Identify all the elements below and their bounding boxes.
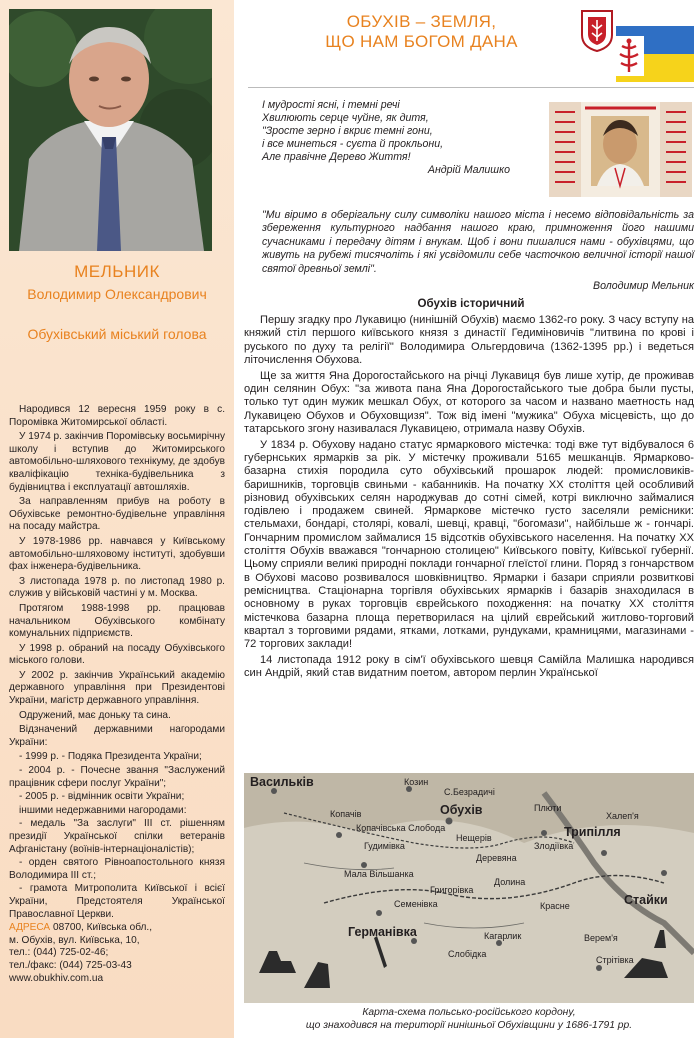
poem-line: І мудрості ясні, і темні речі	[262, 99, 400, 111]
map-label: Мала Вільшанка	[344, 869, 414, 879]
map-label: Кагарлик	[484, 931, 522, 941]
contact-line: тел.: (044) 725-02-46;	[9, 947, 109, 959]
award-item: - орден святого Рівноапостольного князя Володимира III ст.;	[9, 857, 225, 881]
poem-line: і все минеться - суєта й прокльони,	[262, 138, 444, 150]
bio-paragraph: Протягом 1988-1998 рр. працював начальником Обухівського комбінату комунальних підприємств.	[9, 602, 225, 640]
article-body	[244, 314, 694, 683]
contact-block	[9, 922, 225, 985]
city-coat-of-arms-icon	[580, 9, 614, 58]
map-label: Долина	[494, 877, 526, 887]
map-label: Копачівська Слобода	[356, 823, 446, 833]
bio-paragraph: У 1974 р. закінчив Поромівську восьмирічну школу і вступив до Житомирського автомобільно-шляхового технікуму, де здобув кваліфікацію техніка-будівельника з будівництва і експлуатації автошляхів.	[9, 431, 225, 493]
title-line-2: ЩО НАМ БОГОМ ДАНА	[325, 32, 518, 51]
bio-paragraph: За направленням прибув на роботу в Обухівське ремонтно-будівельне управління на посаду майстра.	[9, 496, 225, 533]
award-item: - грамота Митрополита Київської і всієї України, Предстоятеля Української Православної Церкви.	[9, 883, 225, 920]
map-label: Красне	[540, 901, 570, 911]
historical-map	[244, 773, 694, 1003]
map-label: Плюти	[534, 803, 562, 813]
tree-of-life-emblem-icon	[614, 36, 644, 81]
map-label: Стрітівка	[596, 955, 634, 965]
map-label: Стайки	[624, 893, 668, 907]
profile-sidebar	[0, 0, 234, 1038]
map-label: Германівка	[348, 925, 417, 939]
bio-paragraph: Народився 12 вересня 1959 року в с. Поромівка Житомирської області.	[9, 404, 225, 428]
person-surname: МЕЛЬНИК	[74, 262, 160, 281]
awards-list	[9, 751, 225, 921]
award-item: - 2005 р. - відмінник освіти України;	[19, 791, 185, 803]
map-label: Козин	[404, 777, 429, 787]
article-paragraph: Ще за життя Яна Дорогостайського на річці Лукавиця був лише хутір, де проживав один селянин Обух: "за живота пана Яна Дорогостайського тые добра были пусты, только тут один мужик мешкал Обух, от которого за часом и названо маетность над Лукавицею Обухов и Обуховщизя". Тож від імені "мужика" Обуха місцевість, що до татарського згону називалася Лукавицею, отримала назву Обухів.	[244, 369, 694, 435]
map-label: Обухів	[440, 803, 483, 817]
article-paragraph: Першу згадку про Лукавицю (нинішній Обухів) маємо 1362-го року. З часу вступу на княжий стіл першого київського князя з династії Гедиміновичів "литвина по крові і руського по духу та релігії" Володимира Ольгердовича (1362-1395 рр.) і ведеться літочислення Обухова.	[244, 314, 694, 366]
mayor-quote: "Ми віримо в оберігальну силу символіки нашого міста і несемо відповідальність за збереження культурного надбання нашого краю, примноження його нашими сучасниками і передачу дітям і внукам. Щоб і вони пишалися нами - обухівцями, що живуть на рубежі тисячоліть і які усвідомили себе часточкою величної історії нашої святої древньої землі".	[262, 209, 694, 275]
map-label: С.Безрадичі	[444, 787, 495, 797]
map-label: Гудимівка	[364, 841, 405, 851]
map-label: Верем'я	[584, 933, 618, 943]
map-label: Васильків	[250, 775, 314, 789]
caption-line: Карта-схема польсько-російського кордону,	[362, 1007, 576, 1018]
award-item: - 2004 р. - Почесне звання "Заслужений працівник сфери послуг України";	[9, 765, 225, 789]
person-fullname: Володимир Олександрович	[27, 286, 207, 302]
bio-paragraph: З листопада 1978 р. по листопад 1980 р. служив у військовій частині у м. Москва.	[9, 575, 225, 600]
map-label: Трипілля	[564, 825, 621, 839]
title-line-1: ОБУХІВ – ЗЕМЛЯ,	[346, 12, 497, 31]
bio-paragraph: Відзначений державними нагородами України:	[9, 724, 225, 748]
map-label: Деревяна	[476, 853, 517, 863]
poem-line: "Зросте зерно і вкриє темні гони,	[262, 125, 433, 137]
map-label: Нещерів	[456, 833, 492, 843]
poem-epigraph	[262, 99, 532, 177]
article-heading: Обухів історичний	[417, 297, 525, 310]
page-title	[254, 12, 589, 52]
award-item: - 1999 р. - Подяка Президента України;	[19, 751, 202, 763]
portrait-photo	[9, 9, 212, 251]
map-label: Слобідка	[448, 949, 487, 959]
article-paragraph: У 1834 р. Обухову надано статус ярмаркового містечка: тоді вже тут відбувалося 6 губернських ярмарків за рік. У містечку проживали 5165 мешканців. Ярмарково-базарна стихія породила суто обухівський прошарок людей: промисловиків-баришників, торговців свиньми - кабанників. На початку XX століття цей особливий різновид обухівських селян народжував до сотні сімей, котрі виключно займалися годівлею і продажем свиней. Ярмаркове містечко густо заселяли ремісники: стельмахи, бондарі, столярі, ковалі, шевці, кравці, "богомази", найбільше ж - гончарі. Гончарним промислом займалися 15 відсотків обухівського населення. На початку XX століття Обухів вважався "гончарною столицею" Київського повіту, Київської губернії. Цьому сприяли великі природні поклади гончарної глеїстої глини. Поряд з гончарством в Обухові масово розвивалося шовківництво. Ярмарки і базари сприяли розвиткові ремісництва. Стаціонарна торгівля обухівських ярмарків і базарів знаходилася в основному в руках торговців єврейського походження: на початку XX століття містечкова базарна площа перетворилася на цілий єврейський житлово-торговий квартал з торговими рядами, ятками, лотками, рундуками, крамницями, магазинами - 72 торгових заклади!	[244, 438, 694, 651]
caption-line: що знаходився на території нинішньої Обухівщини у 1686-1791 рр.	[305, 1020, 633, 1031]
bio-paragraph: У 1978-1986 рр. навчався у Київському автомобільно-шляховому інституті, здобувши фах інженера-будівельника.	[9, 535, 225, 573]
bio-paragraph: У 2002 р. закінчив Український академію державного управління при Президентові України, магістр державного управління.	[9, 669, 225, 707]
poem-line: Хвилюють серце чуйне, як дитя,	[262, 112, 429, 124]
header-divider	[248, 87, 694, 88]
contact-line: м. Обухів, вул. Київська, 10,	[9, 934, 140, 946]
contact-line: тел./факс: (044) 725-03-43	[9, 959, 132, 971]
map-label: Злодіївка	[534, 841, 574, 851]
contact-line: 08700, Київська обл.,	[52, 922, 153, 934]
map-label: Семенівка	[394, 899, 438, 909]
portrait-painting	[549, 102, 692, 197]
person-position: Обухівський міський голова	[27, 326, 207, 342]
bio-paragraph: Одружений, має доньку та сина.	[19, 709, 171, 721]
map-label: Григорівка	[430, 885, 474, 895]
contact-label: АДРЕСА	[9, 922, 51, 934]
website-link[interactable]: www.obukhiv.com.ua	[9, 972, 104, 984]
article-paragraph: 14 листопада 1912 року в сім'ї обухівського шевця Самійла Малишка народився син Андрій, який став видатним поетом, автором перлин Української	[244, 653, 694, 680]
map-label: Халеп'я	[606, 811, 639, 821]
map-label: Копачів	[330, 809, 362, 819]
biography	[9, 404, 225, 985]
bio-paragraph: У 1998 р. обраний на посаду Обухівського міського голови.	[9, 642, 225, 667]
map-caption	[244, 1006, 694, 1032]
poem-line: Але правічне Дерево Життя!	[262, 151, 411, 163]
award-item: іншими недержавними нагородами:	[19, 804, 187, 816]
quote-author: Володимир Мельник	[593, 280, 694, 292]
poem-author: Андрій Малишко	[427, 164, 510, 176]
award-item: - медаль "За заслуги" III ст. рішенням президії Української спілки ветеранів Афганістану (воїнів-інтернаціоналістів);	[9, 818, 225, 855]
name-block	[0, 262, 234, 342]
